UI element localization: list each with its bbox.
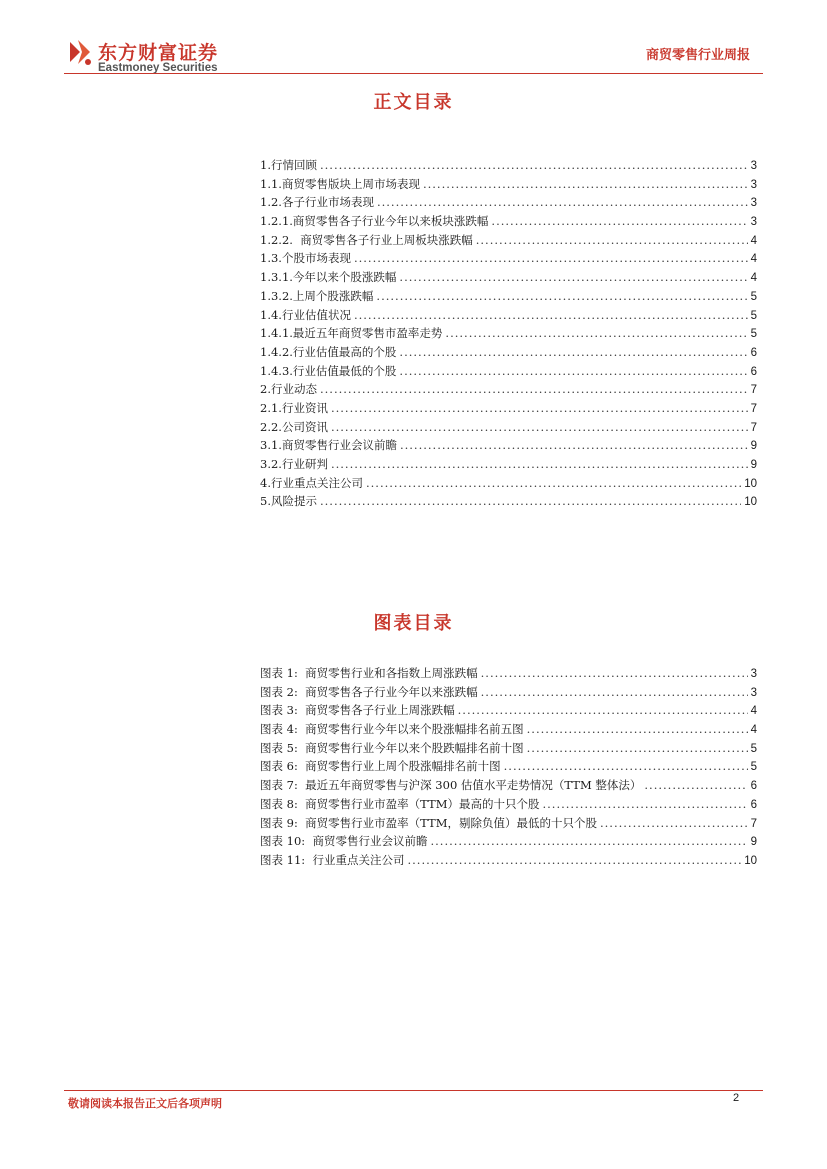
dot-leader [481,664,748,683]
footer-disclaimer: 敬请阅读本报告正文后各项声明 [68,1097,222,1110]
toc-entry-page[interactable]: 7 [750,402,757,415]
dot-leader [331,418,748,437]
dot-leader [354,249,748,268]
toc-entry[interactable] [260,362,757,381]
toc-entry[interactable] [260,492,757,511]
eastmoney-logo-icon [66,38,94,68]
toc-entry-page[interactable]: 5 [750,742,757,755]
toc-entry-label[interactable]: 1.2.各子行业市场表现 [260,195,374,210]
dot-leader [491,212,747,231]
toc-entry-page[interactable]: 3 [750,160,757,172]
toc-entry-label[interactable]: 图表 3: 商贸零售各子行业上周涨跌幅 [260,703,455,718]
toc-entry[interactable] [260,664,757,683]
dot-leader [476,231,748,250]
dot-leader [458,701,748,720]
dot-leader [377,193,748,212]
toc-entry-label[interactable]: 图表 7: 最近五年商贸零售与沪深 300 估值水平走势情况（TTM 整体法） [260,778,642,793]
dot-leader [481,683,748,702]
toc-entry-label[interactable]: 图表 6: 商贸零售行业上周个股涨幅排名前十图 [260,759,501,774]
report-type-label: 商贸零售行业周报 [645,48,750,63]
toc-entry-page[interactable]: 3 [750,197,757,210]
toc-entry-label[interactable]: 1.3.1.今年以来个股涨跌幅 [260,270,397,285]
dot-leader [320,380,748,399]
toc-entry-page[interactable]: 9 [750,836,757,849]
toc-entry-label[interactable]: 图表 9: 商贸零售行业市盈率（TTM，剔除负值）最低的十只个股 [260,815,597,830]
toc-entry-label[interactable]: 图表 2: 商贸零售各子行业今年以来涨跌幅 [260,684,478,699]
toc-entry-page[interactable]: 5 [750,309,757,322]
dot-leader [430,832,747,851]
toc-entry-label[interactable]: 1.4.3.行业估值最低的个股 [260,363,397,378]
toc-entry[interactable] [260,683,757,702]
toc-entry-page[interactable]: 9 [750,459,757,471]
toc-title: 正文目录 [373,92,454,113]
toc-entry[interactable] [260,231,757,250]
dot-leader [354,306,748,325]
toc-entry[interactable] [260,324,757,343]
toc-entry-page[interactable]: 4 [750,705,757,718]
toc-entry-page[interactable]: 7 [750,817,757,830]
toc-entry-label[interactable]: 1.3.2.上周个股涨跌幅 [260,288,374,303]
dot-leader [399,362,747,381]
toc-entry[interactable] [260,380,757,399]
dot-leader [399,343,747,362]
toc-entry[interactable] [260,343,757,362]
toc-entry-label[interactable]: 2.2.公司资讯 [260,419,328,434]
dot-leader [331,455,748,474]
toc-entry-label[interactable]: 1.2.1.商贸零售各子行业今年以来板块涨跌幅 [260,214,489,229]
toc-entry-label[interactable]: 1.1.商贸零售版块上周市场表现 [260,176,420,191]
toc-entry[interactable] [260,268,757,287]
toc-entry-page[interactable]: 10 [744,854,757,867]
toc-entry[interactable] [260,851,757,870]
toc-entry-label[interactable]: 2.1.行业资讯 [260,400,328,415]
toc-entry[interactable] [260,306,757,325]
footer-divider [64,1090,763,1091]
toc-entry[interactable] [260,757,757,776]
toc-entry-label[interactable]: 1.4.行业估值状况 [260,307,351,322]
toc-entry-label[interactable]: 图表 10: 商贸零售行业会议前瞻 [260,834,428,849]
toc-entry-page[interactable]: 7 [750,421,757,434]
logo-text-en: Eastmoney Securities [98,62,218,74]
logo-text-cn: 东方财富证券 [98,42,219,64]
dot-leader [366,474,741,493]
toc-entry[interactable] [260,832,757,851]
toc-entry-label[interactable]: 1.2.2. 商贸零售各子行业上周板块涨跌幅 [260,232,473,247]
dot-leader [543,795,748,814]
toc-entry-page[interactable]: 9 [750,440,757,453]
dot-leader [320,156,748,175]
figures-title: 图表目录 [373,613,454,634]
dot-leader [320,492,741,511]
toc-entry-label[interactable]: 4.行业重点关注公司 [260,475,363,490]
toc-entry-page[interactable]: 3 [750,668,757,680]
toc-entry-label[interactable]: 图表 4: 商贸零售行业今年以来个股涨幅排名前五图 [260,722,524,737]
toc-entry-page[interactable]: 6 [750,365,757,378]
toc-entry-label[interactable]: 图表 8: 商贸零售行业市盈率（TTM）最高的十只个股 [260,796,540,811]
toc-entry-page[interactable]: 10 [744,496,757,509]
header-divider [64,73,763,74]
dot-leader [376,287,747,306]
toc-entry[interactable] [260,701,757,720]
toc-entry-page[interactable]: 7 [750,384,757,397]
toc-entry[interactable] [260,212,757,231]
dot-leader [527,720,748,739]
toc-entry-label[interactable]: 图表 1: 商贸零售行业和各指数上周涨跌幅 [260,666,478,680]
toc-entry-label[interactable]: 3.2.行业研判 [260,457,328,471]
toc-entry-label[interactable]: 图表 11: 行业重点关注公司 [260,852,405,867]
toc-entry-page[interactable]: 3 [750,216,757,229]
dot-leader [400,436,748,455]
toc-entry[interactable] [260,287,757,306]
dot-leader [600,814,748,833]
toc-entry-page[interactable]: 6 [750,780,757,793]
toc-entry-label[interactable]: 1.行情回顾 [260,158,317,172]
toc-entry-page[interactable]: 5 [750,761,757,774]
toc-entry-label[interactable]: 1.3.个股市场表现 [260,251,351,266]
toc-entry[interactable] [260,399,757,418]
toc-entry[interactable] [260,249,757,268]
dot-leader [504,757,748,776]
toc-entry-page[interactable]: 4 [750,724,757,737]
toc-entry-page[interactable]: 3 [750,178,757,191]
toc-entry[interactable] [260,776,757,795]
list-of-figures [260,664,757,870]
dot-leader [423,175,748,194]
toc-entry-page[interactable]: 4 [750,272,757,285]
table-of-contents [260,156,757,511]
dot-leader [445,324,747,343]
toc-entry-label[interactable]: 1.4.1.最近五年商贸零售市盈率走势 [260,326,443,341]
toc-entry[interactable] [260,814,757,833]
dot-leader [527,739,748,758]
toc-entry-label[interactable]: 2.行业动态 [260,382,317,397]
toc-entry[interactable] [260,455,757,474]
toc-entry-page[interactable]: 6 [750,798,757,811]
toc-entry-label[interactable]: 1.4.2.行业估值最高的个股 [260,344,397,359]
toc-entry-page[interactable]: 3 [750,686,757,699]
dot-leader [644,776,747,795]
toc-entry[interactable] [260,193,757,212]
toc-entry-label[interactable]: 3.1.商贸零售行业会议前瞻 [260,438,397,453]
toc-entry[interactable] [260,436,757,455]
toc-entry-page[interactable]: 5 [750,290,757,303]
toc-entry[interactable] [260,156,757,175]
toc-entry[interactable] [260,795,757,814]
toc-entry-page[interactable]: 4 [750,253,757,266]
toc-entry-page[interactable]: 6 [750,346,757,359]
toc-entry[interactable] [260,175,757,194]
dot-leader [407,851,741,870]
toc-entry[interactable] [260,418,757,437]
toc-entry[interactable] [260,720,757,739]
toc-entry[interactable] [260,739,757,758]
toc-entry-page[interactable]: 10 [744,477,757,490]
dot-leader [399,268,747,287]
toc-entry[interactable] [260,474,757,493]
toc-entry-label[interactable]: 5.风险提示 [260,494,317,509]
dot-leader [331,399,748,418]
toc-entry-label[interactable]: 图表 5: 商贸零售行业今年以来个股跌幅排名前十图 [260,740,524,755]
toc-entry-page[interactable]: 4 [750,234,757,247]
toc-entry-page[interactable]: 5 [750,328,757,341]
page-number: 2 [733,1092,740,1104]
